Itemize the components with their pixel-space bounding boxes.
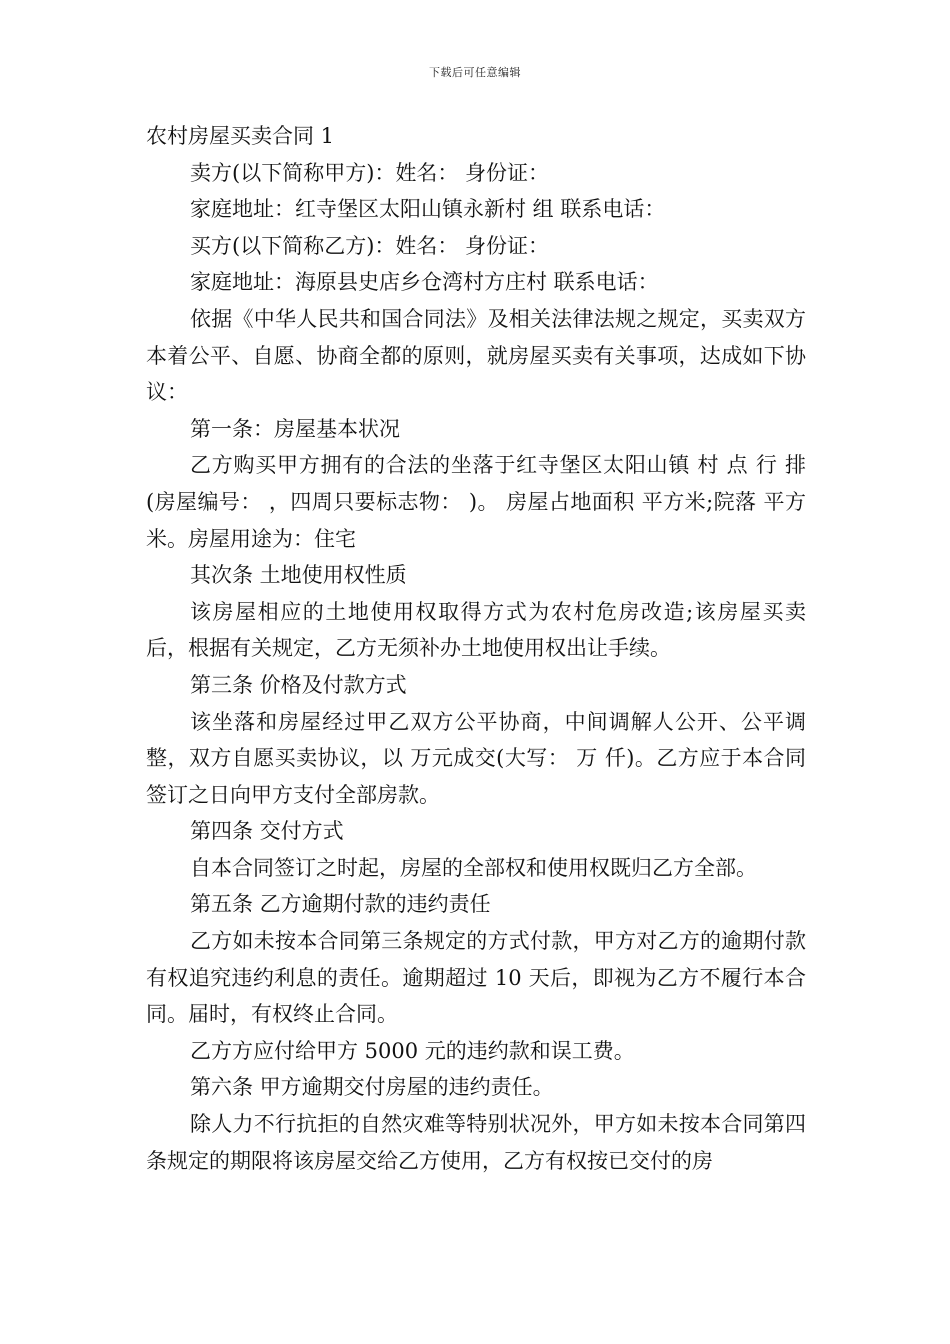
- article-3-paragraph: 该坐落和房屋经过甲乙双方公平协商，中间调解人公开、公平调整，双方自愿买卖协议，以 万元成交(大写： 万 仟)。乙方应于本合同签订之日向甲方支付全部房款。: [146, 709, 806, 807]
- buyer-info: 买方(以下简称乙方)：姓名： 身份证：: [190, 233, 550, 258]
- article-5-paragraph: 乙方如未按本合同第三条规定的方式付款，甲方对乙方的逾期付款有权追究违约利息的责任。逾期超过 10 天后，即视为乙方不履行本合同。届时，有权终止合同。: [146, 929, 806, 1027]
- article-2-paragraph: 该房屋相应的土地使用权取得方式为农村危房改造;该房屋买卖后，根据有关规定，乙方无须补办土地使用权出让手续。: [146, 599, 806, 661]
- article-4-heading: 第四条 交付方式: [190, 819, 344, 844]
- article-5-penalty-paragraph: 乙方方应付给甲方 5000 元的违约款和误工费。: [190, 1038, 635, 1063]
- article-1-paragraph: 乙方购买甲方拥有的合法的坐落于红寺堡区太阳山镇 村 点 行 排 (房屋编号： ，四周只要标志物： )。 房屋占地面积 平方米;院落 平方米。房屋用途为：住宅: [146, 453, 806, 551]
- seller-address: 家庭地址：红寺堡区太阳山镇永新村 组 联系电话：: [190, 197, 666, 222]
- document-title: 农村房屋买卖合同 1: [146, 124, 335, 148]
- page-header: 下载后可任意编辑: [429, 66, 521, 79]
- contract-body: [146, 118, 806, 1179]
- article-3-heading: 第三条 价格及付款方式: [190, 672, 407, 697]
- article-4-paragraph: 自本合同签订之时起，房屋的全部权和使用权既归乙方全部。: [190, 855, 757, 880]
- article-6-paragraph: 除人力不行抗拒的自然灾难等特别状况外，甲方如未按本合同第四条规定的期限将该房屋交给乙方使用，乙方有权按已交付的房: [146, 1112, 806, 1173]
- buyer-address: 家庭地址：海原县史店乡仓湾村方庄村 联系电话：: [190, 270, 659, 295]
- article-5-heading: 第五条 乙方逾期付款的违约责任: [190, 892, 491, 917]
- preamble-paragraph: 依据《中华人民共和国合同法》及相关法律法规之规定，买卖双方本着公平、自愿、协商全都的原则，就房屋买卖有关事项，达成如下协议：: [146, 306, 806, 405]
- article-2-heading: 其次条 土地使用权性质: [190, 563, 407, 588]
- article-1-heading: 第一条：房屋基本状况: [190, 416, 400, 441]
- article-6-heading: 第六条 甲方逾期交付房屋的违约责任。: [190, 1075, 554, 1100]
- seller-info: 卖方(以下简称甲方)：姓名： 身份证：: [190, 160, 550, 185]
